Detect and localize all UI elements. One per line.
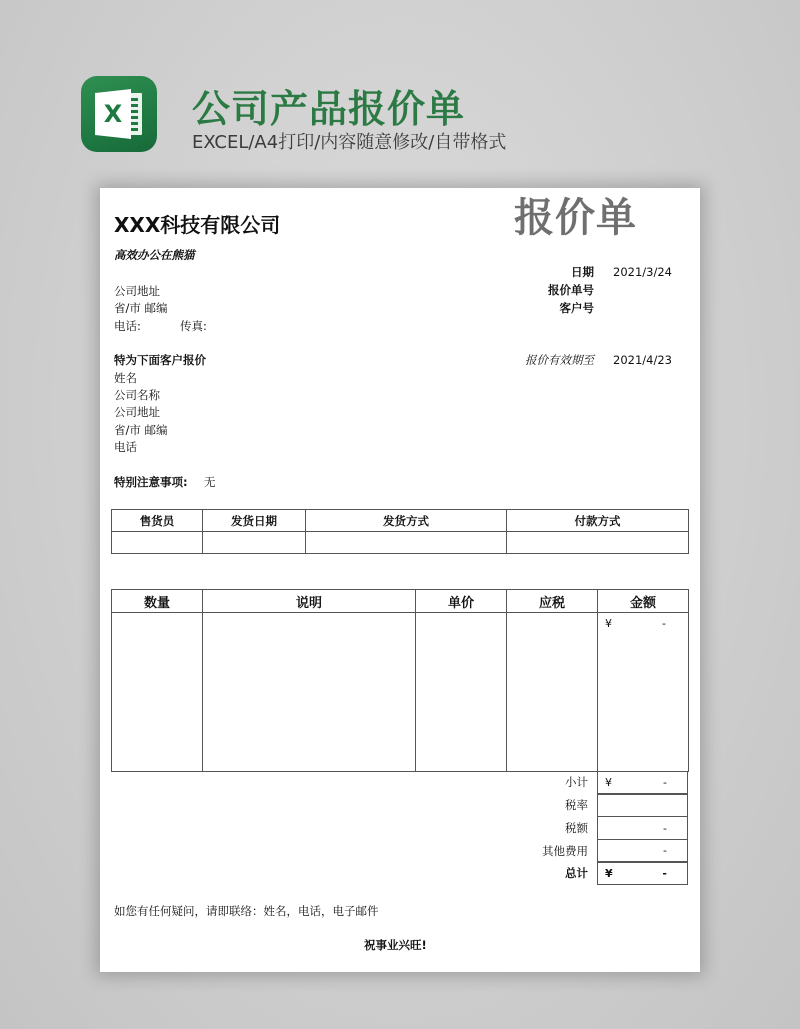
amount-value: - xyxy=(662,617,666,630)
other-fees-label: 其他费用 xyxy=(542,844,588,858)
total-label: 总计 xyxy=(565,866,588,880)
recipient-province-zip: 省/市 邮编 xyxy=(114,423,168,437)
cell-ship-date[interactable] xyxy=(203,532,306,554)
cell-description[interactable] xyxy=(203,613,416,772)
header-salesperson: 售货员 xyxy=(112,510,203,532)
table-row xyxy=(112,613,689,772)
date-label: 日期 xyxy=(571,265,594,279)
header-unit-price: 单价 xyxy=(416,590,507,613)
quote-document xyxy=(100,188,700,972)
table-row xyxy=(112,532,689,554)
amount-currency: ¥ xyxy=(605,617,612,630)
footer-wish: 祝事业兴旺! xyxy=(364,938,427,952)
banner-title: 公司产品报价单 xyxy=(192,87,466,131)
footer-contact: 如您有任何疑问，请即联络：姓名，电话，电子邮件 xyxy=(114,904,379,918)
notes-value: 无 xyxy=(204,475,216,489)
quote-number-label: 报价单号 xyxy=(548,283,594,297)
other-fees-value: - xyxy=(663,844,667,857)
header-quantity: 数量 xyxy=(112,590,203,613)
excel-letter: X xyxy=(103,100,123,128)
cell-amount[interactable] xyxy=(598,613,689,772)
subtotal-value: - xyxy=(663,775,667,789)
total-currency: ¥ xyxy=(605,867,613,880)
cell-payment-method[interactable] xyxy=(507,532,689,554)
header-ship-method: 发货方式 xyxy=(306,510,507,532)
sender-province-zip: 省/市 邮编 xyxy=(114,301,168,315)
recipient-phone: 电话 xyxy=(114,440,137,454)
valid-until-label: 报价有效期至 xyxy=(525,353,594,367)
document-title: 报价单 xyxy=(514,195,637,241)
company-name: XXX科技有限公司 xyxy=(114,213,281,237)
excel-icon xyxy=(81,76,157,152)
subtotal-label: 小计 xyxy=(565,775,588,789)
cell-ship-method[interactable] xyxy=(306,532,507,554)
recipient-address: 公司地址 xyxy=(114,405,160,419)
customer-number-label: 客户号 xyxy=(559,301,594,315)
tax-amount-value: - xyxy=(663,821,667,835)
banner-subtitle: EXCEL/A4打印/内容随意修改/自带格式 xyxy=(192,132,507,153)
valid-until-value: 2021/4/23 xyxy=(613,353,672,367)
header-description: 说明 xyxy=(203,590,416,613)
shipping-table xyxy=(111,509,689,554)
header-payment-method: 付款方式 xyxy=(507,510,689,532)
cell-quantity[interactable] xyxy=(112,613,203,772)
items-table xyxy=(111,589,689,772)
shipping-header-row xyxy=(112,510,689,532)
cell-unit-price[interactable] xyxy=(416,613,507,772)
notes-label: 特别注意事项: xyxy=(114,475,188,489)
tax-amount-label: 税额 xyxy=(565,821,588,835)
recipient-name: 姓名 xyxy=(114,371,137,385)
tax-rate-box[interactable] xyxy=(597,794,688,817)
subtotal-currency: ¥ xyxy=(605,775,612,789)
subtotal-box[interactable] xyxy=(597,771,688,794)
total-box[interactable] xyxy=(597,862,688,885)
date-value: 2021/3/24 xyxy=(613,265,672,279)
other-fees-box[interactable] xyxy=(597,840,688,862)
items-header-row xyxy=(112,590,689,613)
recipient-company: 公司名称 xyxy=(114,388,160,402)
sender-phone-label: 电话: xyxy=(114,319,141,333)
cell-salesperson[interactable] xyxy=(112,532,203,554)
sender-address: 公司地址 xyxy=(114,284,160,298)
total-value: - xyxy=(662,867,667,880)
company-slogan: 高效办公在熊猫 xyxy=(114,248,195,262)
tax-rate-label: 税率 xyxy=(565,798,588,812)
recipient-heading: 特为下面客户报价 xyxy=(114,353,206,367)
tax-amount-box[interactable] xyxy=(597,817,688,840)
header-taxable: 应税 xyxy=(507,590,598,613)
header-ship-date: 发货日期 xyxy=(203,510,306,532)
sender-fax-label: 传真: xyxy=(180,319,207,333)
header-amount: 金额 xyxy=(598,590,689,613)
cell-taxable[interactable] xyxy=(507,613,598,772)
